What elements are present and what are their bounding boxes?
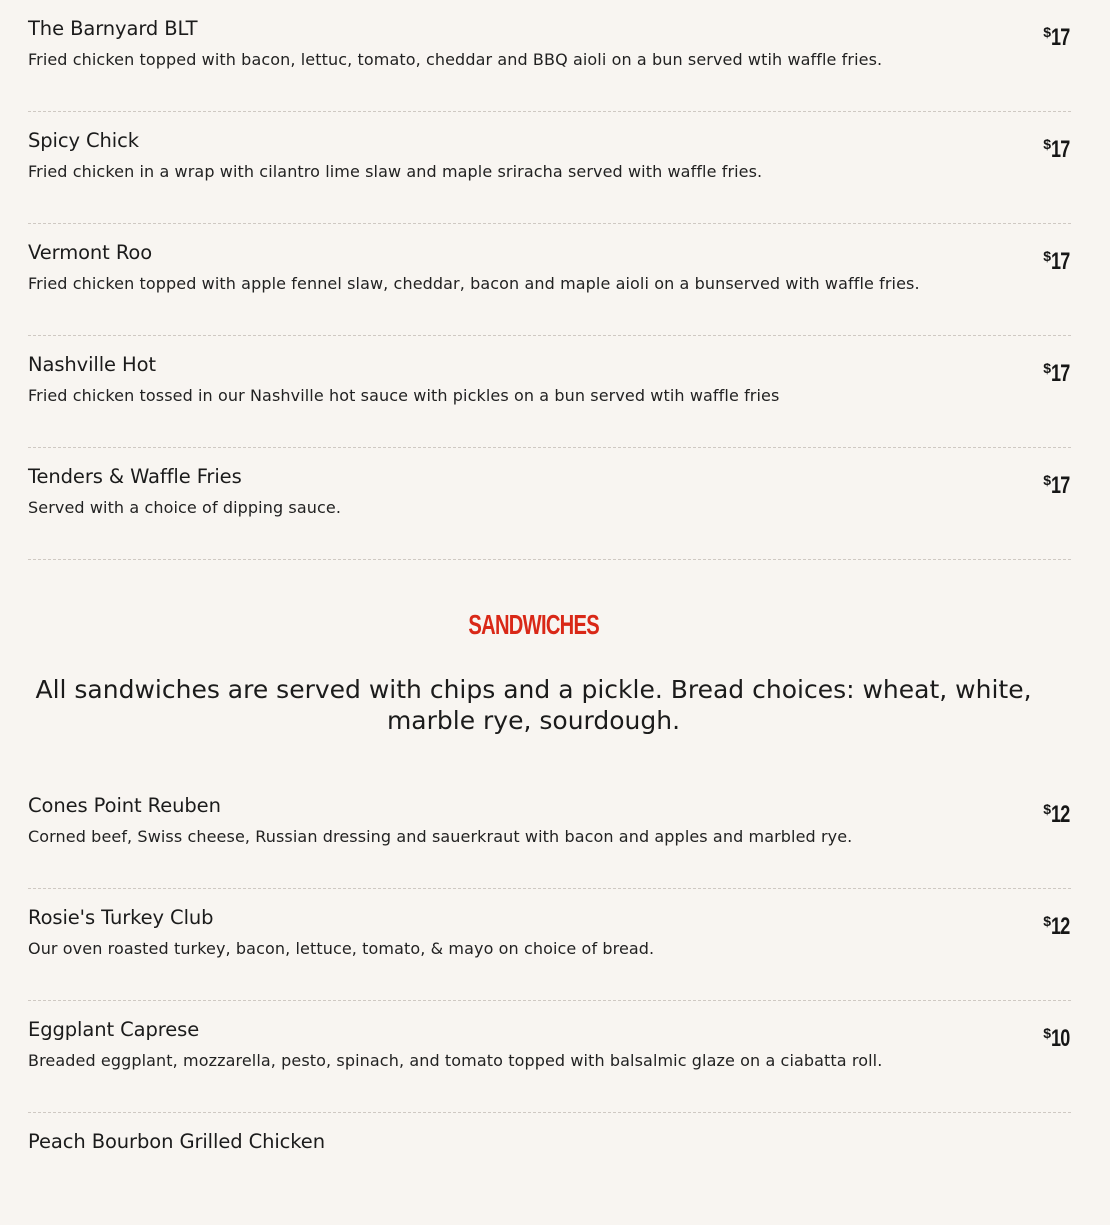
- item-name: Cones Point Reuben: [28, 794, 221, 817]
- item-description: Served with a choice of dipping sauce.: [28, 498, 342, 517]
- price-amount: 10: [1051, 1025, 1070, 1052]
- item-description: Fried chicken topped with bacon, lettuc, tomato, cheddar and BBQ aioli on a bun served wtih waffle fries.: [28, 50, 883, 69]
- item-description: Breaded eggplant, mozzarella, pesto, spinach, and tomato topped with balsalmic glaze on a ciabatta roll.: [28, 1051, 883, 1070]
- item-price: [1043, 474, 1071, 498]
- menu-item: [28, 1001, 1071, 1113]
- item-description: Fried chicken in a wrap with cilantro lime slaw and maple sriracha served with waffle fries.: [28, 162, 763, 181]
- menu-item: [28, 224, 1071, 336]
- currency-symbol: $: [1043, 360, 1051, 376]
- currency-symbol: $: [1043, 801, 1051, 817]
- currency-symbol: $: [1043, 136, 1051, 152]
- price-amount: 17: [1051, 248, 1070, 275]
- currency-symbol: $: [1043, 248, 1051, 264]
- price-amount: 17: [1051, 24, 1070, 51]
- item-price: [1043, 915, 1071, 939]
- item-price: [1043, 138, 1071, 162]
- section-note: All sandwiches are served with chips and a pickle. Bread choices: wheat, white, marble rye, sourdough.: [35, 675, 1032, 735]
- currency-symbol: $: [1043, 913, 1051, 929]
- item-name: The Barnyard BLT: [28, 17, 198, 40]
- price-amount: 12: [1051, 913, 1070, 940]
- item-name: Peach Bourbon Grilled Chicken: [28, 1130, 325, 1153]
- item-description: Corned beef, Swiss cheese, Russian dressing and sauerkraut with bacon and apples and marbled rye.: [28, 827, 853, 846]
- menu-item: [28, 336, 1071, 448]
- menu-item: [28, 1113, 1071, 1225]
- price-amount: 17: [1051, 360, 1070, 387]
- currency-symbol: $: [1043, 472, 1051, 488]
- section-title-text: SANDWICHES: [468, 609, 599, 640]
- item-description: Our oven roasted turkey, bacon, lettuce, tomato, & mayo on choice of bread.: [28, 939, 655, 958]
- price-amount: 12: [1051, 801, 1070, 828]
- item-name: Spicy Chick: [28, 129, 139, 152]
- menu-item: [28, 448, 1071, 560]
- item-price: [1043, 250, 1071, 274]
- menu-item: [28, 112, 1071, 224]
- menu-item: [28, 777, 1071, 889]
- menu-item: [28, 0, 1071, 112]
- price-amount: 17: [1051, 472, 1070, 499]
- item-name: Nashville Hot: [28, 353, 156, 376]
- currency-symbol: $: [1043, 24, 1051, 40]
- item-price: [1043, 26, 1071, 50]
- item-price: [1043, 362, 1071, 386]
- currency-symbol: $: [1043, 1025, 1051, 1041]
- section-title-sandwiches: [0, 609, 1067, 641]
- item-description: Fried chicken topped with apple fennel slaw, cheddar, bacon and maple aioli on a bunserved with waffle fries.: [28, 274, 920, 293]
- menu-item: [28, 889, 1071, 1001]
- item-price: [1043, 1027, 1071, 1051]
- item-description: Fried chicken tossed in our Nashville hot sauce with pickles on a bun served wtih waffle fries: [28, 386, 780, 405]
- item-name: Eggplant Caprese: [28, 1018, 200, 1041]
- item-name: Rosie's Turkey Club: [28, 906, 214, 929]
- item-name: Tenders & Waffle Fries: [28, 465, 242, 488]
- item-price: [1043, 803, 1071, 827]
- item-name: Vermont Roo: [28, 241, 153, 264]
- price-amount: 17: [1051, 136, 1070, 163]
